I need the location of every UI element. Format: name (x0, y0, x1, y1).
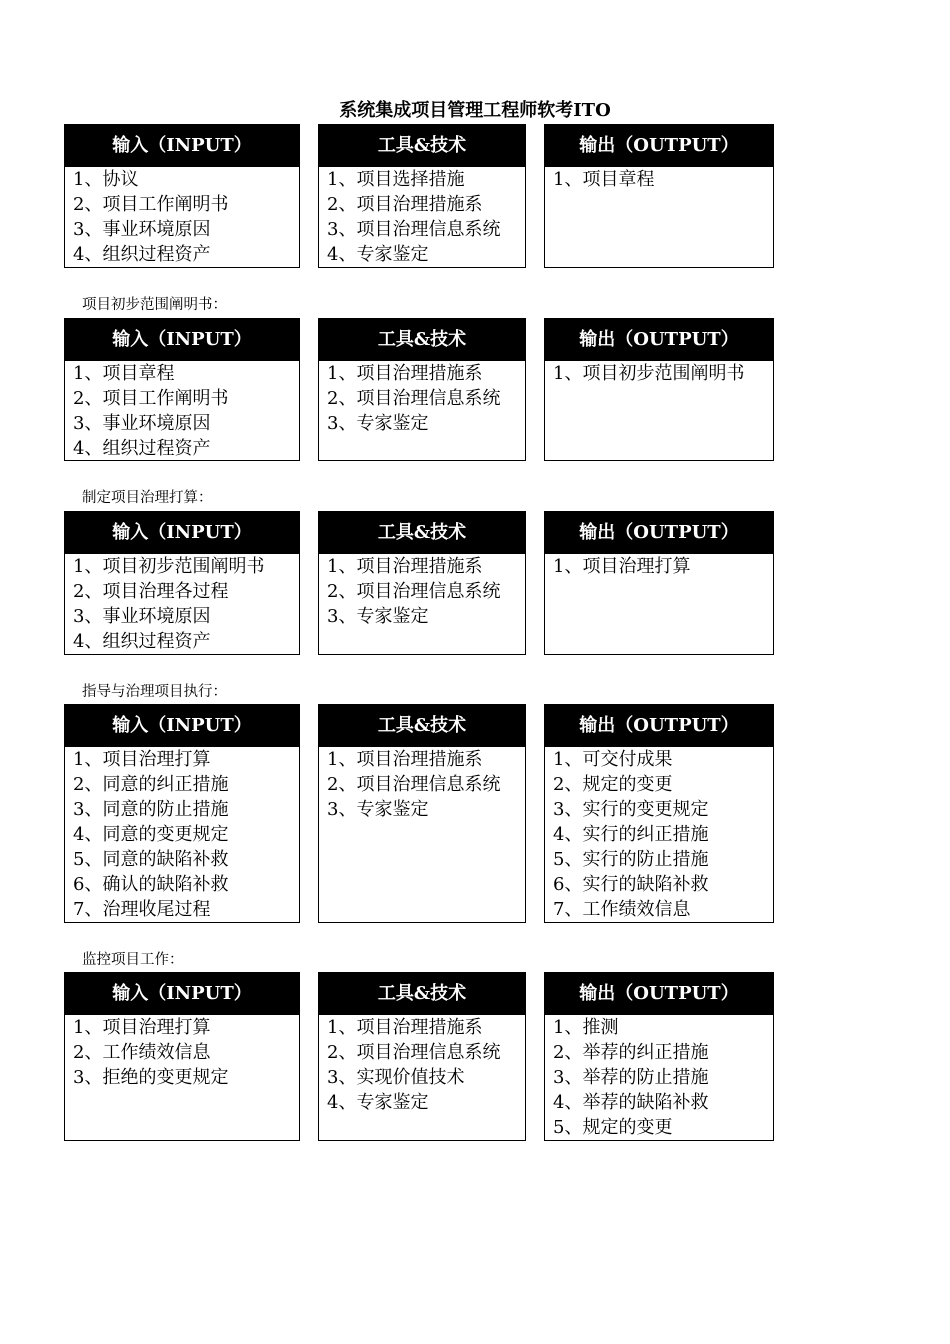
list-item: 3、专家鉴定 (327, 606, 429, 627)
list-item: 4、专家鉴定 (327, 244, 429, 265)
list-item: 3、事业环境原因 (73, 413, 211, 434)
tools-box (318, 972, 526, 1141)
list-item: 3、专家鉴定 (327, 413, 429, 434)
list-item: 2、项目治理信息系统 (327, 1042, 501, 1063)
list-item: 3、事业环境原因 (73, 219, 211, 240)
input-box (64, 511, 300, 655)
input-box (64, 124, 300, 268)
list-item: 4、组织过程资产 (73, 631, 211, 652)
list-item: 2、工作绩效信息 (73, 1042, 211, 1063)
input-header: 输入（INPUT） (65, 125, 299, 167)
list-item: 2、项目工作阐明书 (73, 194, 229, 215)
list-item: 4、专家鉴定 (327, 1092, 429, 1113)
output-header: 输出（OUTPUT） (545, 705, 773, 747)
list-item: 2、项目治理信息系统 (327, 388, 501, 409)
list-item: 1、项目治理措施系 (327, 749, 483, 770)
list-item: 1、项目章程 (73, 363, 175, 384)
output-header: 输出（OUTPUT） (545, 125, 773, 167)
output-list (545, 747, 773, 922)
list-item: 1、可交付成果 (553, 749, 673, 770)
input-header: 输入（INPUT） (65, 973, 299, 1015)
tools-list (319, 361, 525, 436)
output-box (544, 124, 774, 268)
tools-box (318, 704, 526, 923)
section-label: 指导与治理项目执行： (82, 684, 227, 700)
section-label: 制定项目治理打算： (82, 490, 213, 506)
input-list (65, 361, 299, 461)
input-list (65, 167, 299, 267)
list-item: 1、项目治理措施系 (327, 363, 483, 384)
output-list (545, 554, 773, 579)
list-item: 7、工作绩效信息 (553, 899, 691, 920)
list-item: 3、实行的变更规定 (553, 799, 709, 820)
tools-box (318, 511, 526, 655)
page-title: 系统集成项目管理工程师软考ITO (339, 100, 611, 121)
output-box (544, 511, 774, 655)
list-item: 1、协议 (73, 169, 139, 190)
list-item: 3、举荐的防止措施 (553, 1067, 709, 1088)
list-item: 5、同意的缺陷补救 (73, 849, 229, 870)
input-box (64, 704, 300, 923)
list-item: 6、实行的缺陷补救 (553, 874, 709, 895)
output-box (544, 704, 774, 923)
list-item: 1、项目初步范围阐明书 (73, 556, 265, 577)
list-item: 1、推测 (553, 1017, 619, 1038)
list-item: 6、确认的缺陷补救 (73, 874, 229, 895)
output-header: 输出（OUTPUT） (545, 973, 773, 1015)
input-list (65, 554, 299, 654)
list-item: 2、项目工作阐明书 (73, 388, 229, 409)
input-header: 输入（INPUT） (65, 705, 299, 747)
list-item: 3、同意的防止措施 (73, 799, 229, 820)
list-item: 1、项目治理措施系 (327, 1017, 483, 1038)
list-item: 2、同意的纠正措施 (73, 774, 229, 795)
tools-list (319, 167, 525, 267)
tools-list (319, 1015, 525, 1115)
tools-box (318, 124, 526, 268)
list-item: 2、举荐的纠正措施 (553, 1042, 709, 1063)
list-item: 4、举荐的缺陷补救 (553, 1092, 709, 1113)
tools-box (318, 318, 526, 461)
list-item: 5、实行的防止措施 (553, 849, 709, 870)
tools-header: 工具&技术 (319, 319, 525, 361)
input-header: 输入（INPUT） (65, 512, 299, 554)
tools-list (319, 554, 525, 629)
output-box (544, 972, 774, 1141)
list-item: 2、项目治理信息系统 (327, 774, 501, 795)
input-list (65, 747, 299, 922)
output-header: 输出（OUTPUT） (545, 319, 773, 361)
tools-header: 工具&技术 (319, 973, 525, 1015)
output-list (545, 361, 773, 386)
tools-header: 工具&技术 (319, 705, 525, 747)
list-item: 4、同意的变更规定 (73, 824, 229, 845)
list-item: 2、项目治理各过程 (73, 581, 229, 602)
list-item: 1、项目章程 (553, 169, 655, 190)
list-item: 3、事业环境原因 (73, 606, 211, 627)
input-box (64, 972, 300, 1141)
list-item: 2、项目治理信息系统 (327, 581, 501, 602)
output-header: 输出（OUTPUT） (545, 512, 773, 554)
list-item: 3、实现价值技术 (327, 1067, 465, 1088)
list-item: 1、项目治理打算 (73, 749, 211, 770)
list-item: 3、拒绝的变更规定 (73, 1067, 229, 1088)
section-label: 监控项目工作： (82, 952, 184, 968)
input-list (65, 1015, 299, 1090)
list-item: 4、组织过程资产 (73, 438, 211, 459)
list-item: 1、项目选择措施 (327, 169, 465, 190)
list-item: 7、治理收尾过程 (73, 899, 211, 920)
output-list (545, 167, 773, 192)
list-item: 2、规定的变更 (553, 774, 673, 795)
output-list (545, 1015, 773, 1140)
tools-list (319, 747, 525, 822)
list-item: 3、专家鉴定 (327, 799, 429, 820)
list-item: 4、组织过程资产 (73, 244, 211, 265)
section-label: 项目初步范围阐明书： (82, 297, 227, 313)
list-item: 1、项目治理打算 (553, 556, 691, 577)
tools-header: 工具&技术 (319, 512, 525, 554)
list-item: 4、实行的纠正措施 (553, 824, 709, 845)
list-item: 3、项目治理信息系统 (327, 219, 501, 240)
output-box (544, 318, 774, 461)
list-item: 1、项目治理措施系 (327, 556, 483, 577)
list-item: 2、项目治理措施系 (327, 194, 483, 215)
list-item: 1、项目初步范围阐明书 (553, 363, 745, 384)
list-item: 1、项目治理打算 (73, 1017, 211, 1038)
input-header: 输入（INPUT） (65, 319, 299, 361)
tools-header: 工具&技术 (319, 125, 525, 167)
input-box (64, 318, 300, 461)
list-item: 5、规定的变更 (553, 1117, 673, 1138)
